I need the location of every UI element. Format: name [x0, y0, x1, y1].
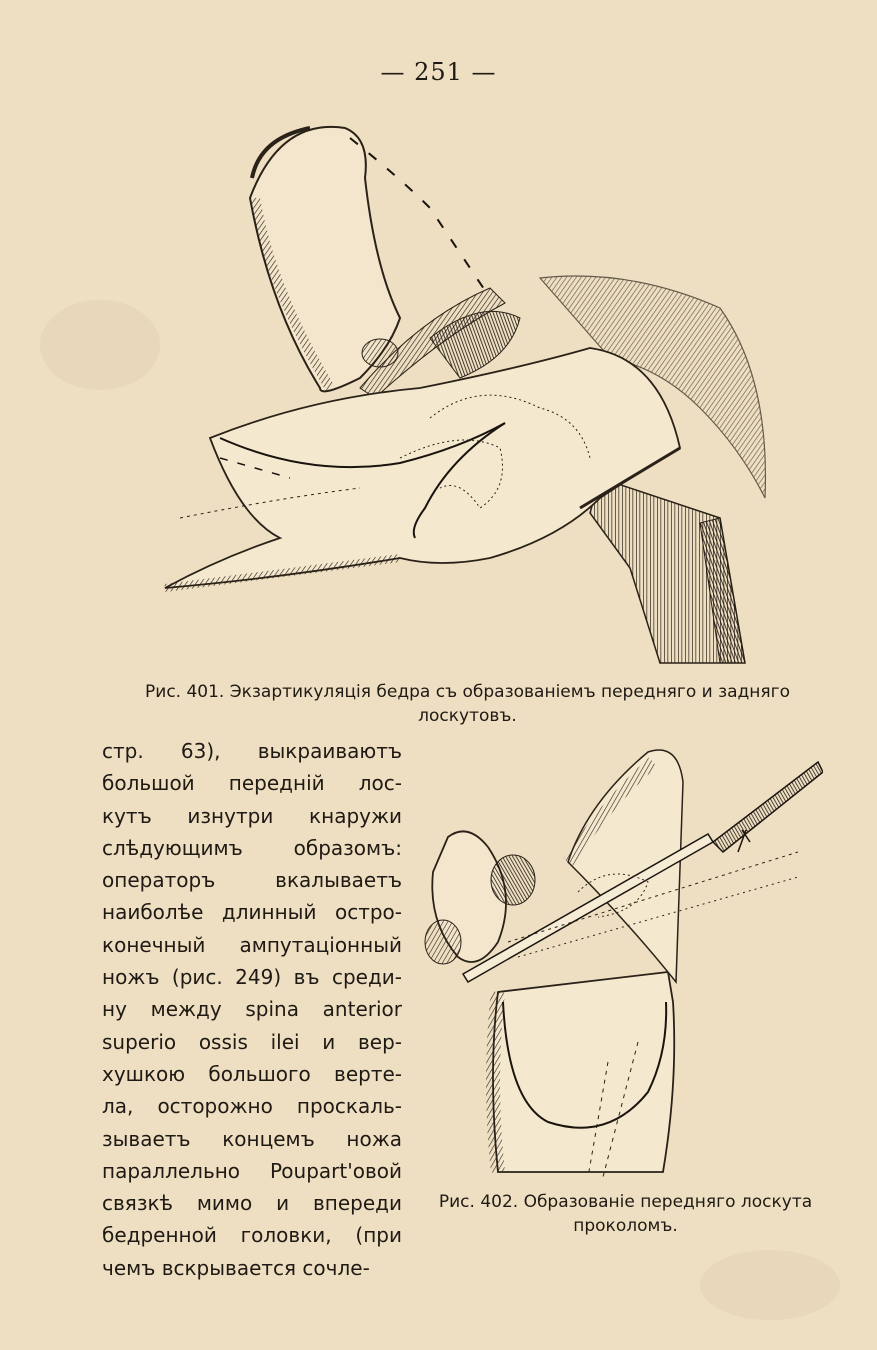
figure-402-caption: Рис. 402. Образованіе передняго лоскута проколомъ. [438, 1192, 813, 1236]
text-line: зываетъ концемъ ножа [102, 1126, 402, 1151]
figure-402-illustration [408, 742, 823, 1182]
paper-stain [40, 300, 160, 390]
text-line: связкѣ мимо и впереди [102, 1191, 402, 1216]
text-line: параллельно Poupart'овой [102, 1158, 402, 1183]
text-line: ла, осторожно проскаль- [102, 1094, 402, 1119]
paper-stain [700, 1250, 840, 1320]
text-line: ну между spina anterior [102, 997, 402, 1022]
text-line: слѣдующимъ образомъ: [102, 835, 402, 860]
text-line: наиболѣе длинный остро- [102, 900, 402, 925]
text-line: superio ossis ilei и вер- [102, 1029, 402, 1054]
text-line: большой передній лос- [102, 771, 402, 796]
body-text [102, 735, 402, 1284]
text-line: хушкою большого верте- [102, 1061, 402, 1086]
text-line: бедренной головки, (при [102, 1223, 402, 1248]
text-line: кутъ изнутри кнаружи [102, 803, 402, 828]
text-line: чемъ вскрывается сочле- [102, 1255, 370, 1280]
figure-401-illustration [160, 118, 780, 673]
text-line: операторъ вкалываетъ [102, 868, 402, 893]
text-line: ножъ (рис. 249) въ среди- [102, 965, 402, 990]
text-line: конечный ампутаціонный [102, 932, 402, 957]
text-line: стр. 63), выкраиваютъ [102, 739, 402, 763]
page-number: — 251 — [380, 58, 497, 86]
figure-401-caption: Рис. 401. Экзартикуляція бедра съ образованіемъ передняго и задняго лоскутовъ. [145, 682, 790, 726]
